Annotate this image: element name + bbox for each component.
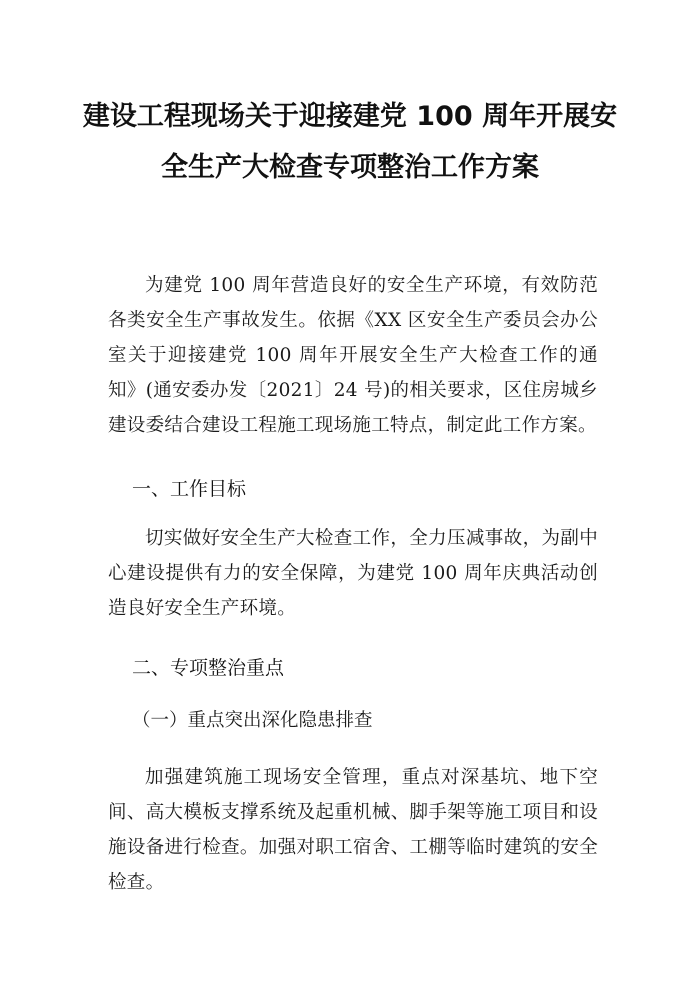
section-heading-goal: 一、工作目标 — [132, 478, 247, 500]
document-title-line-1: 建设工程现场关于迎接建党 100 周年开展安 — [82, 101, 618, 132]
document-title-line-2: 全生产大检查专项整治工作方案 — [161, 152, 539, 183]
section-body-goal: 切实做好安全生产大检查工作，全力压减事故，为副中心建设提供有力的安全保障，为建党 100 周年庆典活动创造良好安全生产环境。 — [108, 528, 598, 619]
subsection-body-hazard-check: 加强建筑施工现场安全管理，重点对深基坑、地下空间、高大模板支撑系统及起重机械、脚手架等施工项目和设施设备进行检查。加强对职工宿舍、工棚等临时建筑的安全检查。 — [108, 767, 598, 893]
intro-paragraph: 为建党 100 周年营造良好的安全生产环境，有效防范各类安全生产事故发生。依据《XX 区安全生产委员会办公室关于迎接建党 100 周年开展安全生产大检查工作的通知》(通安委办发〔2021〕24 号)的相关要求，区住房城乡建设委结合建设工程施工现场施工特点，制定此工作方案。 — [108, 275, 598, 436]
subsection-heading-hazard-check: （一）重点突出深化隐患排查 — [132, 710, 373, 731]
section-heading-focus: 二、专项整治重点 — [132, 657, 285, 679]
